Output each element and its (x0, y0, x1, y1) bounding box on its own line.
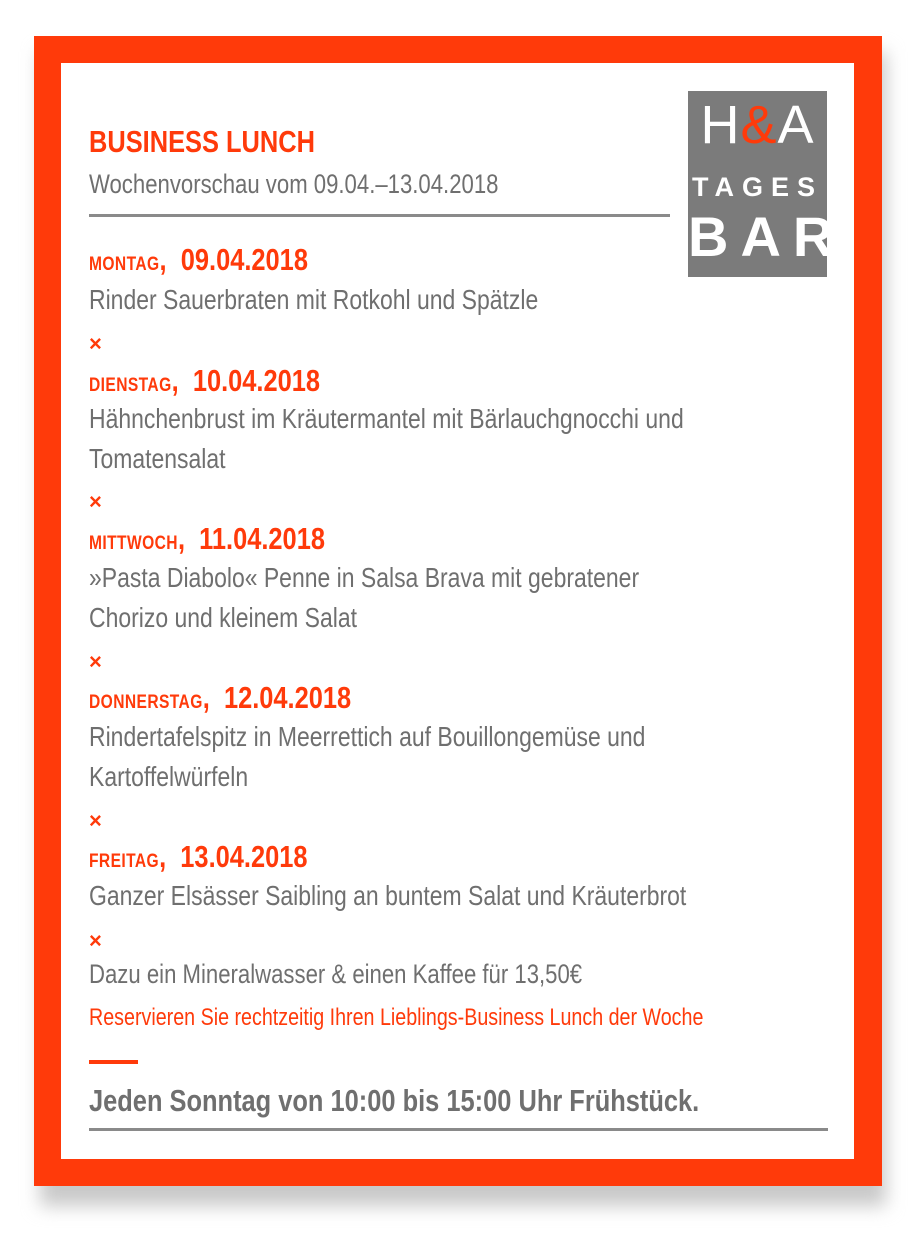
logo-monogram: H&A (700, 95, 815, 155)
dish-thursday: Rindertafelspitz in Meerrettich auf Bouillongemüse und Kartoffelwürfeln (89, 721, 646, 792)
day-name: MONTAG (89, 254, 160, 275)
day-heading-thursday: DONNERSTAG, 12.04.2018 (89, 680, 352, 715)
day-name: MITTWOCH (89, 533, 178, 554)
ha-tagesbar-logo (688, 91, 846, 277)
day-date: 10.04.2018 (192, 363, 321, 398)
week-preview-subtitle: Wochenvorschau vom 09.04.–13.04.2018 (89, 169, 499, 199)
separator-cross-icon: × (89, 489, 102, 514)
drink-offer: Dazu ein Mineralwasser & einen Kaffee für 13,50€ (89, 959, 583, 989)
day-date: 09.04.2018 (180, 242, 308, 277)
accent-dash (89, 1060, 138, 1064)
day-name: DONNERSTAG (89, 692, 203, 713)
day-heading-tuesday: DIENSTAG, 10.04.2018 (89, 363, 321, 398)
day-date: 11.04.2018 (199, 521, 325, 556)
day-name: FREITAG (89, 851, 160, 872)
separator-cross-icon: × (89, 331, 102, 356)
sunday-breakfast-note: Jeden Sonntag von 10:00 bis 15:00 Uhr Frühstück. (89, 1083, 700, 1118)
separator-cross-icon: × (89, 649, 102, 674)
day-heading-friday: FREITAG, 13.04.2018 (89, 839, 308, 874)
day-date: 12.04.2018 (223, 680, 352, 715)
separator-cross-icon: × (89, 928, 102, 953)
dish-friday: Ganzer Elsässer Saibling an buntem Salat und Kräuterbrot (89, 880, 687, 911)
separator-cross-icon: × (89, 808, 102, 833)
day-heading-wednesday: MITTWOCH, 11.04.2018 (89, 521, 325, 556)
menu-title: BUSINESS LUNCH (89, 124, 315, 159)
day-name: DIENSTAG (89, 375, 172, 396)
logo-bar: BAR (688, 205, 846, 268)
dish-tuesday: Hähnchenbrust im Kräutermantel mit Bärlauchgnocchi und Tomatensalat (89, 403, 684, 474)
day-heading-monday: MONTAG, 09.04.2018 (89, 242, 308, 277)
dish-wednesday: »Pasta Diabolo« Penne in Salsa Brava mit gebratener Chorizo und kleinem Salat (89, 562, 640, 633)
header-divider (89, 214, 670, 217)
logo-tages: TAGES (691, 172, 823, 202)
dish-monday: Rinder Sauerbraten mit Rotkohl und Spätzle (89, 284, 539, 315)
reservation-note: Reservieren Sie rechtzeitig Ihren Lieblings-Business Lunch der Woche (89, 1004, 704, 1031)
footer-divider (89, 1128, 828, 1131)
day-date: 13.04.2018 (180, 839, 308, 874)
